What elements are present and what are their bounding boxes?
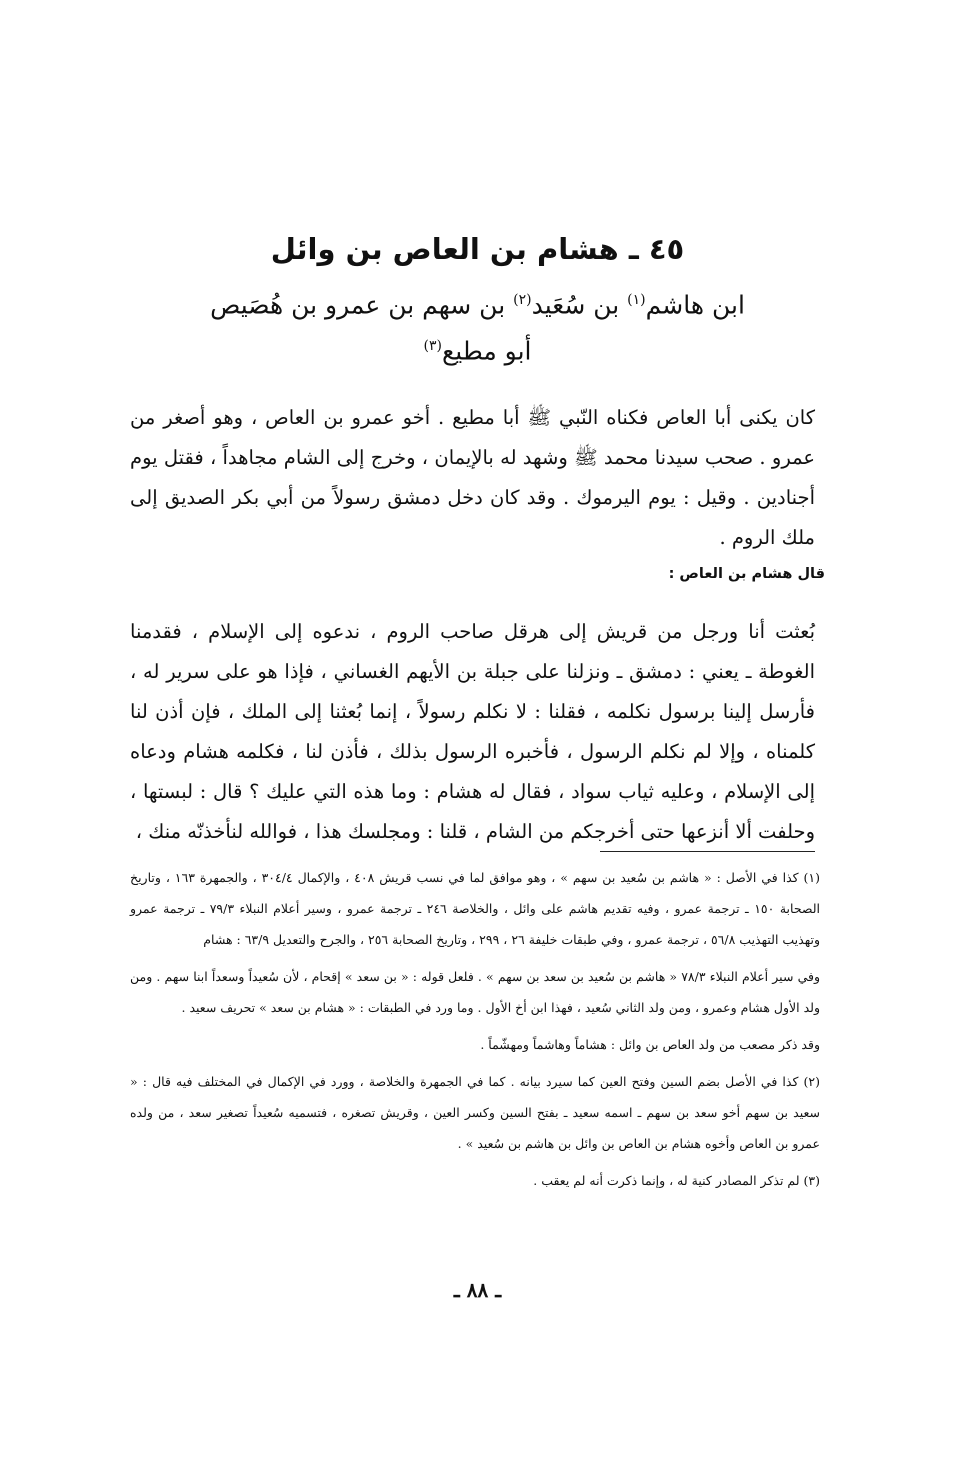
footnote-ref-2: (٢) <box>513 292 532 308</box>
page-number: ـ ٨٨ ـ <box>453 1278 502 1302</box>
lineage-part-2: بن سُعَيد <box>531 290 628 320</box>
intro-paragraph: كان يكنى أبا العاص فكناه النّبي ﷺ أبا مطيع . أخو عمرو بن العاص ، وهو أصغر من عمرو . صحب سيدنا محمد ﷺ وشهد له بالإيمان ، وخرج إلى الشام مجاهداً ، فقتل يوم أجنادين . وقيل : يوم اليرموك . وقد كان دخل دمشق رسولاً من أبي بكر الصديق إلى ملك الروم . <box>130 405 815 549</box>
footnote-ref-3: (٣) <box>423 338 442 354</box>
speaker-label: قال هشام بن العاص : <box>668 566 825 582</box>
footnotes-section <box>130 862 820 1202</box>
story-paragraph: بُعثت أنا ورجل من قريش إلى هرقل صاحب الروم ، ندعوه إلى الإسلام ، فقدمنا الغوطة ـ يعني : دمشق ـ ونزلنا على جبلة بن الأيهم الغساني ، فإذا هو على سرير له ، فأرسل إلينا برسول نكلمه ، فقلنا : لا نكلم رسولاً ، إنما بُعثنا إلى الملك ، فإن أذن لنا كلمناه ، وإلا لم نكلم الرسول ، فأخبره الرسول بذلك ، فأذن لنا ، فكلمه هشام ودعاه إلى الإسلام ، وعليه ثياب سواد ، فقال له هشام : وما هذه التي عليك ؟ قال : لبستها ، وحلفت ألا أنزعها حتى أخرجكم من الشام ، قلنا : ومجلسك هذا ، فوالله لنأخذنّه منك ، <box>130 619 815 843</box>
footnote-1-note: وقد ذكر مصعب من ولد العاص بن وائل : هشاماً وهاشماً ومهشّماً . <box>480 1037 820 1052</box>
lineage-part-3: بن سهم بن عمرو بن هُصَيص <box>210 290 514 320</box>
kunya-line <box>140 326 815 371</box>
lineage-line <box>140 280 815 325</box>
footnote-3: (٣) لم تذكر المصادر كنية له ، وإنما ذكرت أنه لم يعقب . <box>533 1173 820 1188</box>
footnote-2: (٢) كذا في الأصل بضم السين وفتح العين كما سيرد بيانه . كما في الجمهرة والخلاصة ، وورد في الإكمال في المختلف فيه قال : « سعيد بن سهم أخو سعد بن سهم ـ اسمه سعيد ـ بفتح السين وكسر العين ، وقريش تصغره ، فتسميه سُعيداً تصغير سعد ، من ولده عمرو بن العاص وأخوه هشام بن العاص بن وائل بن هاشم بن سُعيد » . <box>130 1074 820 1151</box>
page-title: ٤٥ ـ هشام بن العاص بن وائل <box>270 232 685 266</box>
kunya-text: أبو مطيع <box>441 336 532 366</box>
footnote-ref-1: (١) <box>627 292 646 308</box>
footnote-divider <box>600 851 815 852</box>
footnote-1: (١) كذا في الأصل : « هاشم بن سُعيد بن سهم » ، وهو موافق لما في نسب قريش ٤٠٨ ، والإكمال ٣٠٤/٤ ، والجمهرة ١٦٣ ، وتاريخ الصحابة ١٥٠ ـ ترجمة عمرو ، وفيه تقديم هاشم على وائل ، والخلاصة ٢٤٦ ـ ترجمة عمرو ، وسير أعلام النبلاء ٧٩/٣ ـ ترجمة عمرو وتهذيب التهذيب ٥٦/٨ ، ترجمة عمرو ، وفي طبقات خليفة ٢٦ ، ٢٩٩ ، وتاريخ الصحابة ٢٥٦ ، والجرح والتعديل ٦٣/٩ : هشام <box>130 870 821 947</box>
footnote-1-continued: وفي سير أعلام النبلاء ٧٨/٣ « هاشم بن سُعيد بن سعد بن سهم » . فلعل قوله : « بن سعد » إقحام ، لأن سُعيداً وسعداً ابنا سهم . ومن ولد الأول هشام وعمرو ، ومن ولد الثاني سُعيد ، فهذا ابن أخ الأول . وما ورد في الطبقات : « هشام بن سعد » تحريف سعيد . <box>130 969 820 1015</box>
lineage-part-1: ابن هاشم <box>645 290 745 320</box>
